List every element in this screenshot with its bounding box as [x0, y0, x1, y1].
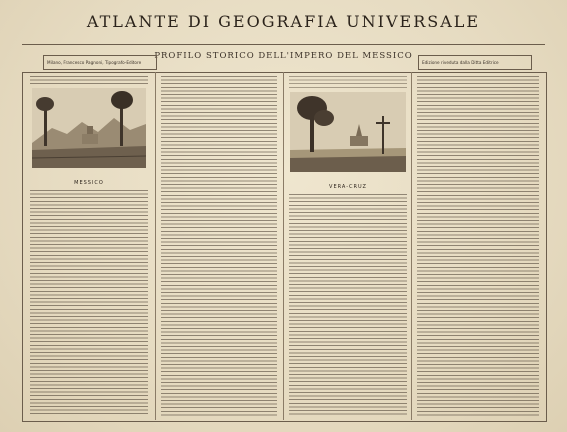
column-2-body-text: [161, 76, 277, 416]
column-1-intro-text: [30, 76, 148, 86]
vera-cruz-caption: VERA-CRUZ: [329, 184, 367, 190]
column-3-intro-text: [289, 76, 407, 88]
title-rule: [22, 44, 545, 45]
publisher-text: Milano, Francesco Pagnoni, Tipografo-Editore: [47, 60, 142, 65]
edition-text: Edizione riveduta dalla Ditta Editrice: [422, 60, 499, 65]
publisher-box: [43, 55, 157, 70]
column-4-body-text: [417, 76, 539, 416]
column-divider-3: [411, 72, 412, 420]
column-divider-2: [283, 72, 284, 420]
page-title: ATLANTE DI GEOGRAFIA UNIVERSALE: [86, 12, 481, 31]
edition-box: [418, 55, 532, 70]
column-1-body-text: [30, 190, 148, 416]
column-divider-1: [155, 72, 156, 420]
messico-engraving-icon: [32, 88, 146, 168]
column-3-body-text: [289, 194, 407, 416]
messico-caption: MESSICO: [74, 180, 104, 186]
page-subtitle: PROFILO STORICO DELL'IMPERO DEL MESSICO: [154, 51, 413, 61]
vera-cruz-engraving-icon: [290, 92, 406, 172]
